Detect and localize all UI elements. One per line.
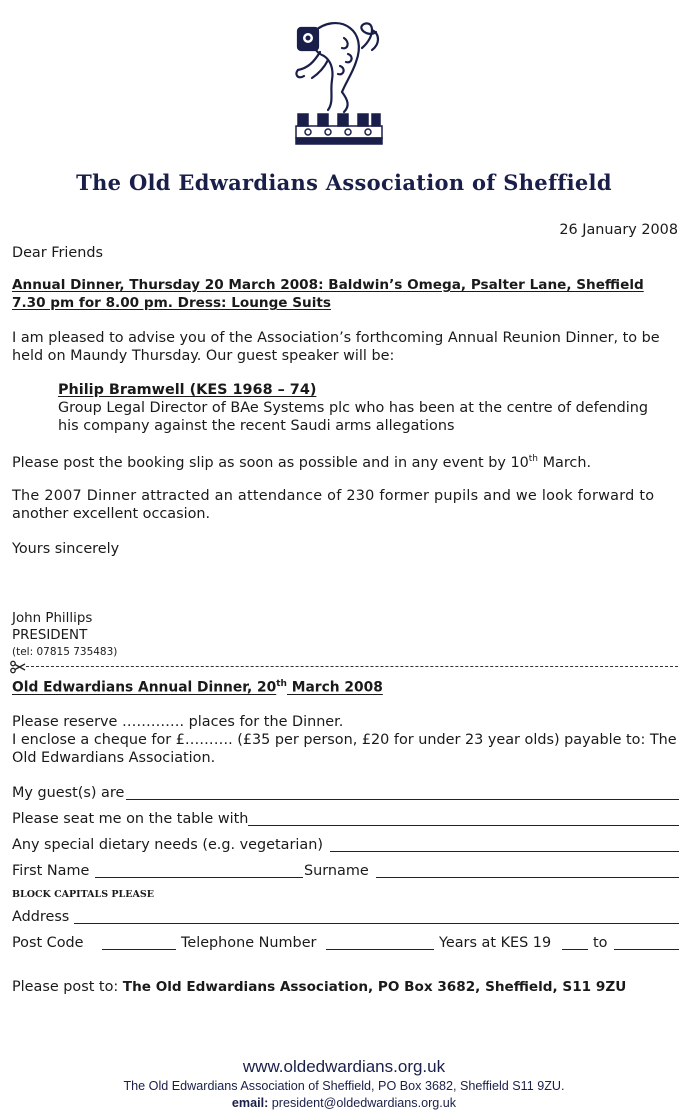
first-name-field[interactable] <box>95 862 303 878</box>
signer-name: John Phillips <box>12 611 93 626</box>
years-end-field[interactable] <box>614 934 679 950</box>
years-start-field[interactable] <box>562 934 588 950</box>
intro-line2: held on Maundy Thursday. Our guest speaker will be: <box>12 348 395 364</box>
attendance-line1: The 2007 Dinner attracted an attendance of 230 former pupils and we look forward to <box>12 488 655 504</box>
dinner-heading-line2: 7.30 pm for 8.00 pm. Dress: Lounge Suits <box>12 295 331 311</box>
dashed-cut-line <box>26 666 678 667</box>
booking-sup: th <box>528 454 539 464</box>
crest <box>284 8 394 158</box>
cut-line <box>10 660 678 674</box>
address-field[interactable] <box>74 908 679 924</box>
post-to-address: The Old Edwardians Association, PO Box 3682, Sheffield, S11 9ZU <box>122 979 627 995</box>
signer-title: PRESIDENT <box>12 628 88 643</box>
dinner-heading-line1: Annual Dinner, Thursday 20 March 2008: Baldwin’s Omega, Psalter Lane, Sheffield <box>12 277 644 293</box>
slip-title-sup: th <box>276 679 287 689</box>
closing: Yours sincerely <box>12 541 120 557</box>
signer-tel: (tel: 07815 735483) <box>12 646 118 658</box>
slip-title-pre: Old Edwardians Annual Dinner, 20 <box>12 679 277 696</box>
years-label: Years at KES 19 <box>439 935 552 951</box>
guests-field[interactable] <box>126 784 679 800</box>
salutation: Dear Friends <box>12 245 103 261</box>
postcode-label: Post Code <box>12 935 84 951</box>
slip-title <box>12 679 383 696</box>
footer-email-line <box>0 1096 688 1110</box>
letter-date: 26 January 2008 <box>559 222 678 238</box>
booking-end: March. <box>538 454 592 471</box>
guests-label: My guest(s) are <box>12 785 125 801</box>
speaker-name <box>58 382 316 398</box>
intro-line1: I am pleased to advise you of the Association’s forthcoming Annual Reunion Dinner, to be <box>12 330 660 346</box>
to-label: to <box>593 935 608 951</box>
block-capitals-note: BLOCK CAPITALS PLEASE <box>12 889 154 900</box>
surname-label: Surname <box>304 863 369 879</box>
address-label: Address <box>12 909 70 925</box>
scissors-icon <box>10 660 26 674</box>
reserve-line: Please reserve …………. places for the Dinner. <box>12 714 344 730</box>
footer-website[interactable]: www.oldedwardians.org.uk <box>242 1057 446 1076</box>
dietary-label: Any special dietary needs (e.g. vegetarian) <box>12 837 323 853</box>
table-label: Please seat me on the table with <box>12 811 249 827</box>
dietary-field[interactable] <box>330 836 679 852</box>
association-title: The Old Edwardians Association of Sheffield <box>76 170 612 195</box>
heraldic-lion-crest-icon <box>284 8 394 158</box>
cheque-line2: Old Edwardians Association. <box>12 750 216 766</box>
footer-email-label: email: <box>231 1096 269 1110</box>
telephone-label: Telephone Number <box>181 935 317 951</box>
table-with-field[interactable] <box>248 810 679 826</box>
speaker-desc-line2: his company against the recent Saudi arms allegations <box>58 418 455 434</box>
surname-field[interactable] <box>376 862 679 878</box>
slip-title-post: March 2008 <box>286 679 383 696</box>
post-to-line <box>12 979 626 995</box>
speaker-name-text: Philip Bramwell (KES 1968 – 74) <box>58 382 317 398</box>
booking-text: Please post the booking slip as soon as possible and in any event by 10 <box>12 454 529 471</box>
cheque-line1: I enclose a cheque for £………. (£35 per person, £20 for under 23 year olds) payable to: The <box>12 732 677 748</box>
footer-email[interactable]: president@oldedwardians.org.uk <box>271 1096 457 1110</box>
post-to-label: Please post to: <box>12 979 123 995</box>
first-name-label: First Name <box>12 863 90 879</box>
postcode-field[interactable] <box>102 934 176 950</box>
speaker-desc-line1: Group Legal Director of BAe Systems plc who has been at the centre of defending <box>58 400 649 416</box>
attendance-line2: another excellent occasion. <box>12 506 211 522</box>
telephone-field[interactable] <box>326 934 434 950</box>
booking-deadline <box>12 454 591 471</box>
footer-address: The Old Edwardians Association of Sheffield, PO Box 3682, Sheffield S11 9ZU. <box>123 1079 565 1093</box>
